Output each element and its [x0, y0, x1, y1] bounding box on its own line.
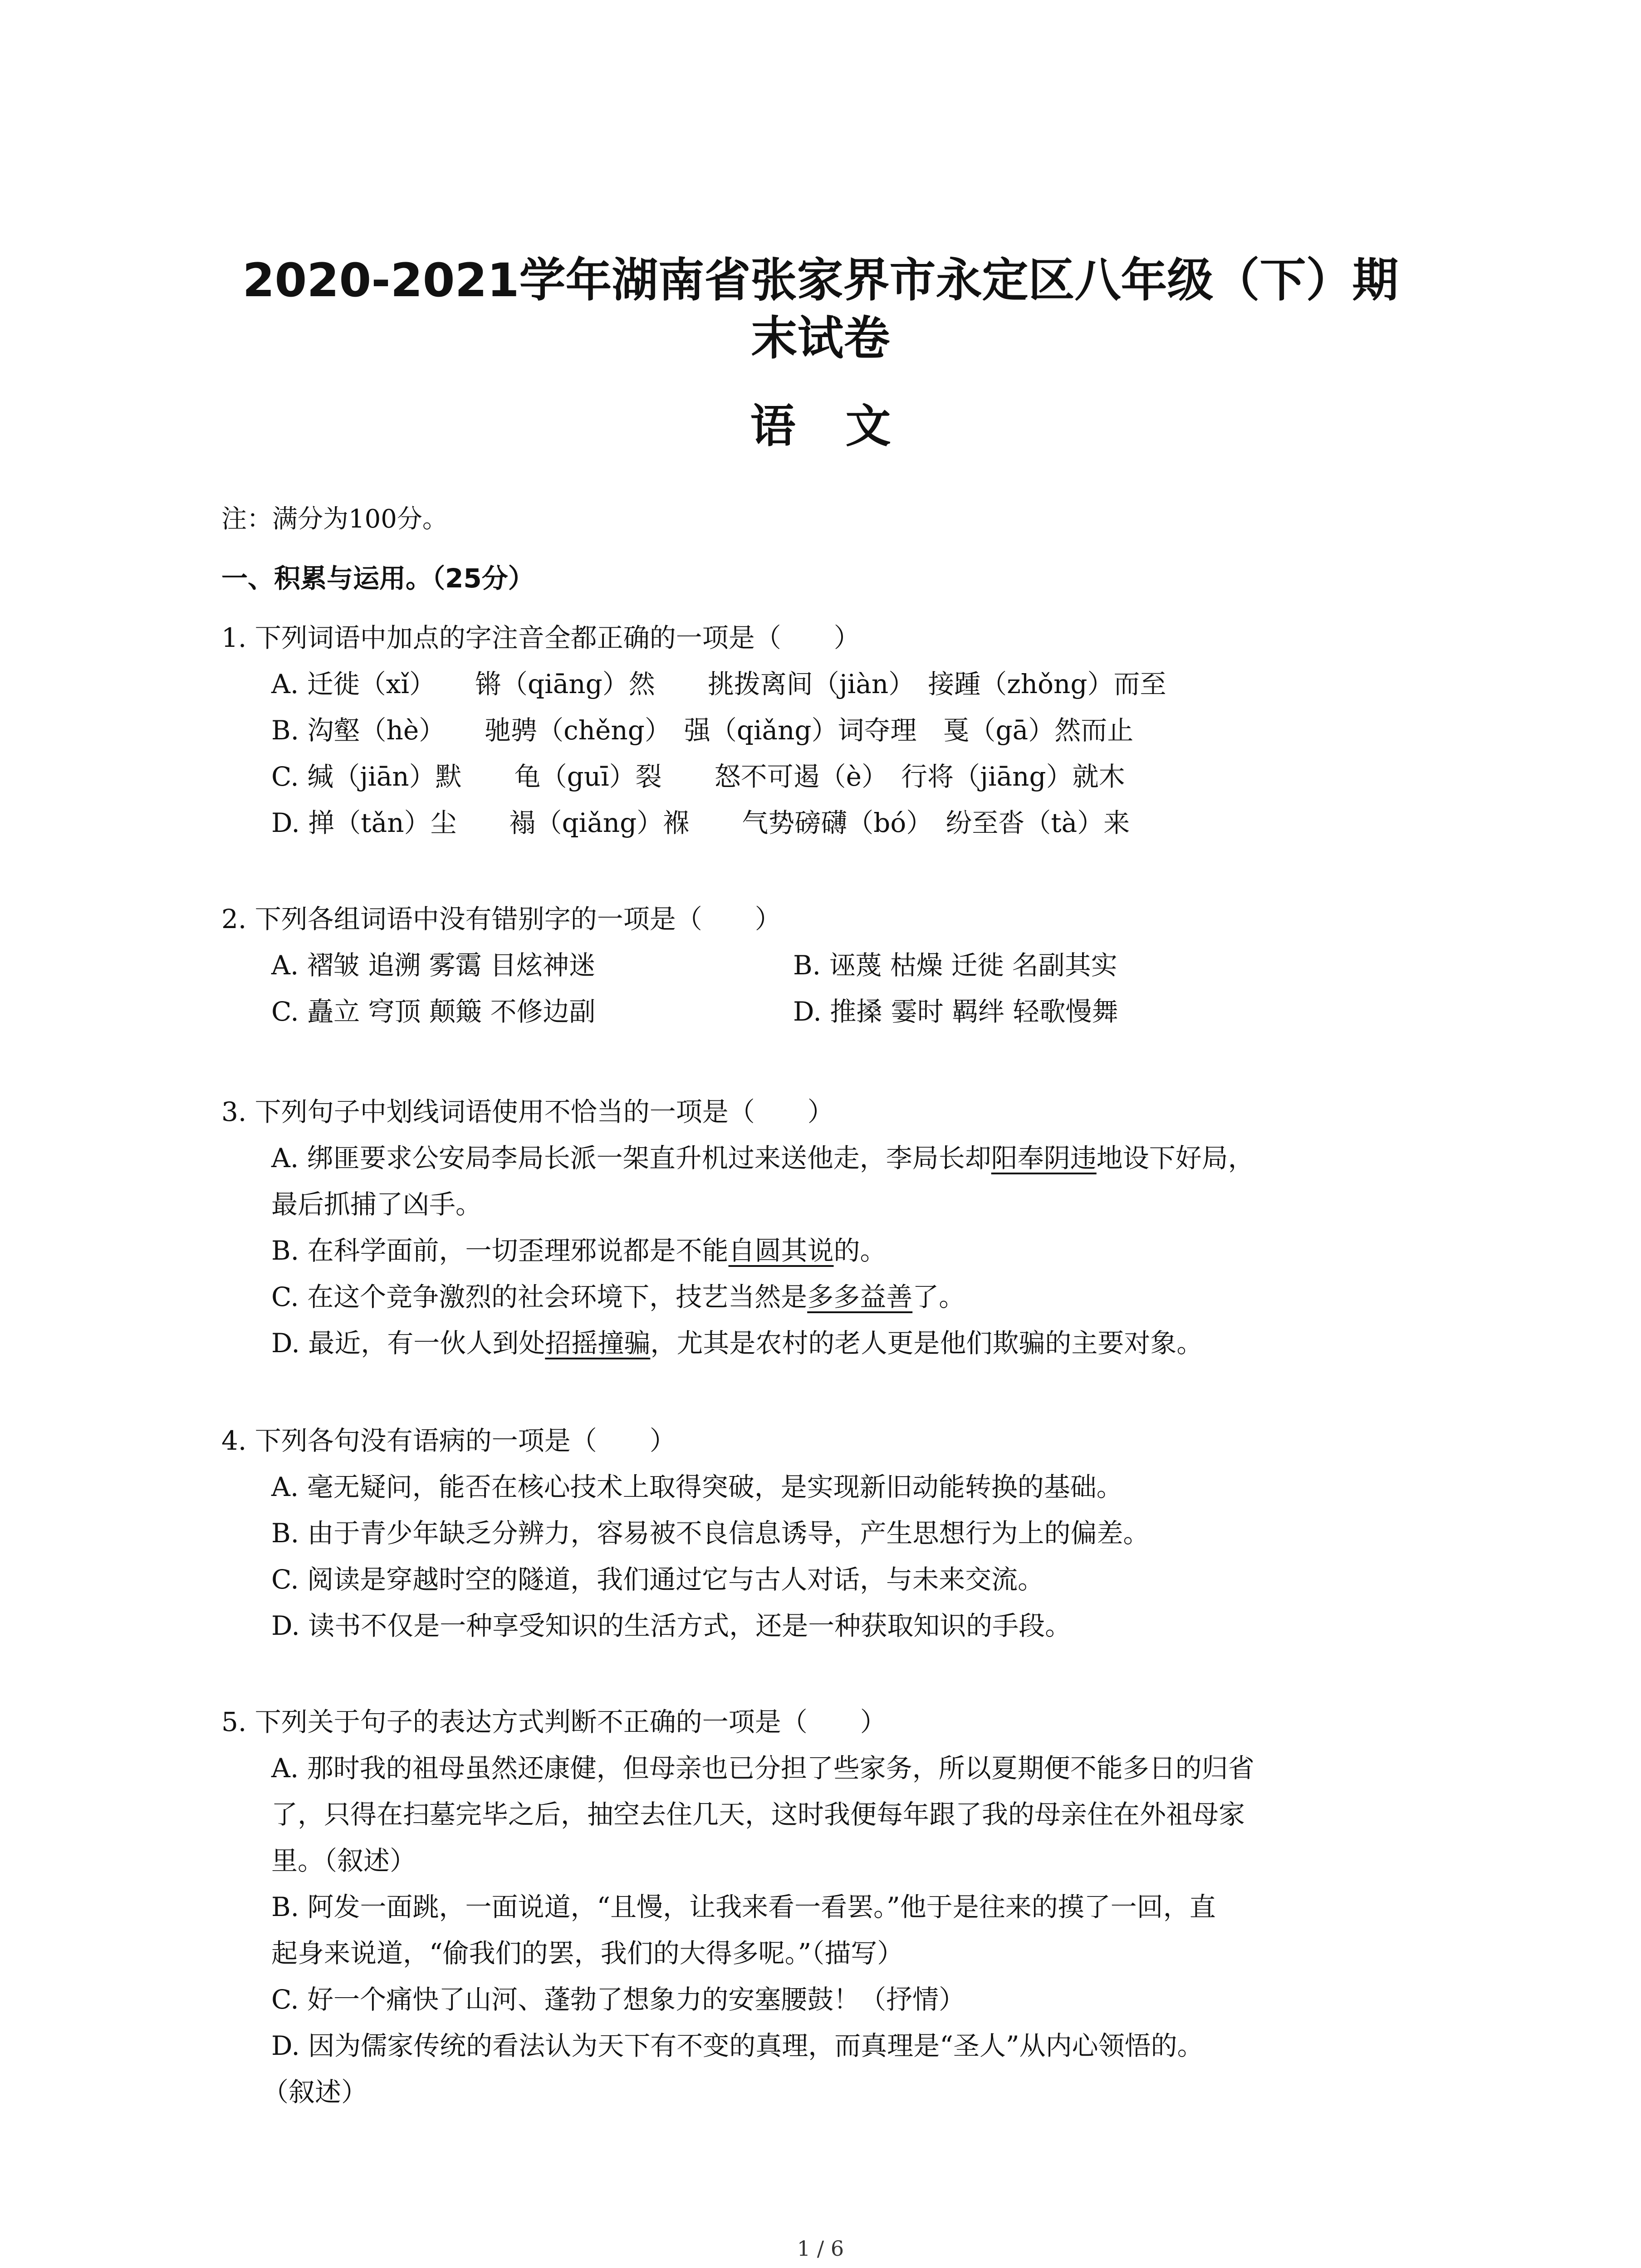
- option-c-text: C. 在这个竞争激烈的社会环境下，技艺当然是: [271, 1281, 808, 1312]
- option-d-text-end: ，尤其是农村的老人更是他们欺骗的主要对象。: [650, 1328, 1203, 1359]
- document-title: [136, 252, 1505, 368]
- underlined-term: 招摇撞骗: [545, 1328, 651, 1359]
- option-d: D. 因为儒家传统的看法认为天下有不变的真理，而真理是“圣人”从内心领悟的。: [271, 2030, 1204, 2061]
- option-d-text: D. 最近，有一伙人到处: [271, 1328, 545, 1359]
- option-c-text-end: 了。: [912, 1281, 965, 1312]
- option-b-text: B. 在科学面前，一切歪理邪说都是不能: [271, 1235, 729, 1266]
- option-a: A. 毫无疑问，能否在核心技术上取得突破，是实现新旧动能转换的基础。: [271, 1471, 1123, 1502]
- underlined-term: 多多益善: [807, 1281, 913, 1312]
- question-2: [221, 896, 1446, 1035]
- option-c: C. 阅读是穿越时空的隧道，我们通过它与古人对话，与未来交流。: [271, 1564, 1044, 1595]
- option-a-continued: 最后抓捕了凶手。: [271, 1189, 482, 1220]
- option-a: A. 迁徙（xǐ） 锵（qiāng）然 挑拨离间（jiàn） 接踵（zhǒng）而至: [271, 669, 1166, 699]
- option-b: B. 诬蔑 枯燥 迁徙 名副其实: [793, 950, 1117, 981]
- title-line-1: 2020-2021学年湖南省张家界市永定区八年级（下）期: [242, 254, 1399, 308]
- option-a-text-end: 地设下好局，: [1096, 1143, 1254, 1173]
- title-line-2: 末试卷: [751, 312, 890, 366]
- option-d: D. 推搡 霎时 羁绊 轻歌慢舞: [793, 996, 1118, 1027]
- option-c: [271, 1274, 1446, 1320]
- question-stem: 4. 下列各句没有语病的一项是（ ）: [221, 1425, 676, 1456]
- option-c: C. 矗立 穹顶 颠簸 不修边副: [271, 996, 596, 1027]
- option-a-continued: 里。（叙述）: [271, 1845, 416, 1876]
- question-stem: 2. 下列各组词语中没有错别字的一项是（ ）: [221, 904, 781, 934]
- option-d: D. 掸（tǎn）尘 褟（qiǎng）褓 气势磅礴（bó） 纷至沓（tà）来: [271, 807, 1130, 838]
- option-a: A. 那时我的祖母虽然还康健，但母亲也已分担了些家务，所以夏期便不能多日的归省: [271, 1753, 1254, 1784]
- option-b: B. 由于青少年缺乏分辨力，容易被不良信息诱导，产生思想行为上的偏差。: [271, 1518, 1150, 1549]
- question-stem: 3. 下列句子中划线词语使用不恰当的一项是（ ）: [221, 1096, 834, 1127]
- option-a: A. 褶皱 追溯 雾霭 目炫神迷: [271, 950, 596, 981]
- underlined-term: 自圆其说: [728, 1235, 834, 1266]
- option-b: B. 阿发一面跳，一面说道，“且慢，让我来看一看罢。”他于是往来的摸了一回，直: [271, 1892, 1216, 1922]
- question-5: [221, 1699, 1446, 2115]
- option-c: C. 缄（jiān）默 龟（guī）裂 怒不可遏（è） 行将（jiāng）就木: [271, 761, 1125, 792]
- option-c: C. 好一个痛快了山河、蓬勃了想象力的安塞腰鼓！（抒情）: [271, 1984, 965, 2015]
- option-d: D. 读书不仅是一种享受知识的生活方式，还是一种获取知识的手段。: [271, 1610, 1072, 1641]
- subject-heading: 语文: [750, 400, 941, 453]
- option-b: B. 沟壑（hè） 驰骋（chěng） 强（qiǎng）词夺理 戛（gā）然而止: [271, 715, 1134, 746]
- option-b-text-end: 的。: [833, 1235, 887, 1266]
- options-grid: [271, 942, 1446, 1035]
- underlined-term: 阳奉阴违: [991, 1143, 1097, 1173]
- page-number: 1 / 6: [797, 2236, 844, 2261]
- option-a: [271, 1135, 1446, 1181]
- option-a-continued: 了，只得在扫墓完毕之后，抽空去住几天，这时我便每年跟了我的母亲住在外祖母家: [271, 1799, 1245, 1830]
- question-1: [221, 615, 1446, 846]
- option-d: [271, 1320, 1446, 1366]
- question-3: [221, 1089, 1446, 1366]
- option-a-text: A. 绑匪要求公安局李局长派一架直升机过来送他走，李局长却: [271, 1143, 991, 1173]
- question-4: [221, 1418, 1446, 1649]
- option-d-continued: （叙述）: [262, 2077, 368, 2107]
- option-b-continued: 起身来说道，“偷我们的罢，我们的大得多呢。”（描写）: [271, 1938, 904, 1969]
- question-stem: 1. 下列词语中加点的字注音全都正确的一项是（ ）: [221, 622, 860, 653]
- question-stem: 5. 下列关于句子的表达方式判断不正确的一项是（ ）: [221, 1706, 887, 1737]
- section-heading-1: 一、积累与运用。（25分）: [221, 563, 534, 594]
- score-note: 注：满分为100分。: [221, 504, 448, 534]
- option-b: [271, 1227, 1446, 1274]
